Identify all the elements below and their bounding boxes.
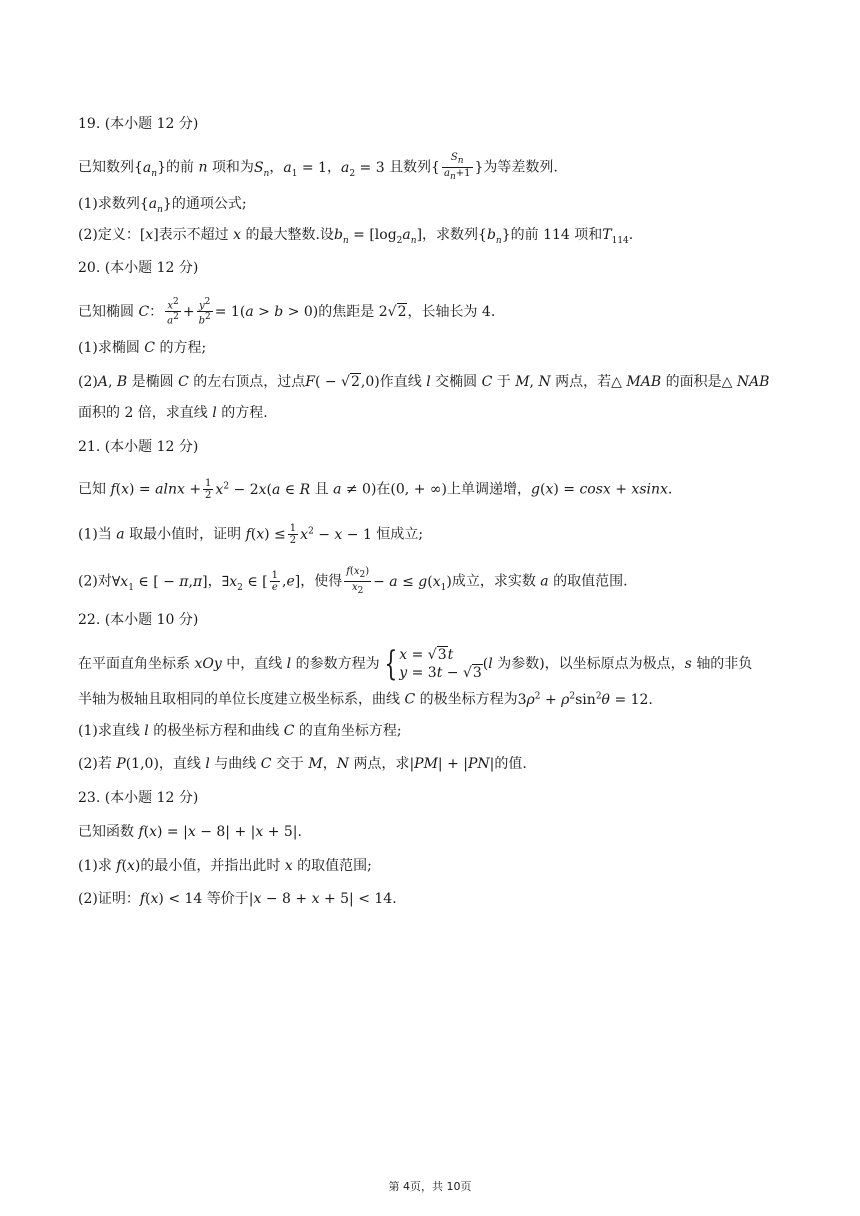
problem-20-stem: 已知椭圆 C： $\frac{x^2}{a^2}$ + $\frac{y^2}{b^2}$ = 1(a > b > 0)的焦距是 2√2，长轴长为 4. (78, 297, 496, 327)
problem-19-part-2: (2)定义：[x]表示不超过 x 的最大整数.设$b_n = [\log_2a_n]$，求数列$\{b_n\}$的前 114 项和$T_{114}$. (78, 227, 634, 246)
problem-19-part-1: (1)求数列$\{a_n\}$的通项公式; (78, 196, 247, 215)
problem-20-part-2-cont: 面积的 2 倍，求直线 l 的方程. (78, 405, 268, 421)
problem-23-stem: 已知函数 f(x) = |x − 8| + |x + 5|. (78, 824, 302, 840)
problem-22-heading: 22. (本小题 10 分) (78, 612, 199, 628)
problem-22-part-2: (2)若 P(1,0)，直线 l 与曲线 C 交于 M，N 两点，求|PM| + |PN|的值. (78, 756, 527, 772)
page-footer: 第 4页，共 10页 (388, 1180, 472, 1193)
problem-23-part-2: (2)证明：f(x) < 14 等价于|x − 8 + x + 5| < 14. (78, 891, 397, 907)
problem-21-part-1: (1)当 a 取最小值时，证明 f(x) ≤ $\frac{1}{2}$ $x^2 - x - 1$ 恒成立; (78, 523, 424, 547)
problem-19-stem: 已知数列$\{a_n\}$的前 n 项和为$S_n$，$a_1 = 1$，$a_2 = 3$ 且数列{ $\frac{S_n}{a_n+1}$ }为等差数列. (78, 152, 558, 182)
problem-22-stem: 在平面直角坐标系 xOy 中，直线 l 的参数方程为 { x = √3t y = 3t − √3 (l 为参数)，以坐标原点为极点，s 轴的非负 (78, 644, 753, 684)
problem-19-heading: 19. (本小题 12 分) (78, 116, 199, 132)
problem-21-part-2: (2)对$\forall x_1$ ∈ [ − π,π]，$\exists x_2$ ∈ [ $\frac{1}{e}$ ,e]，使得 $\frac{f(x_2)}{x_2}$ − $a \le g(x_1)$成立，求实数 a 的取值范围. (78, 566, 628, 596)
problem-23-part-1: (1)求 f(x)的最小值，并指出此时 x 的取值范围; (78, 858, 372, 874)
problem-21-stem: 已知 f(x) = alnx + $\frac{1}{2}$ $x^2 - 2x(a$ ∈ R 且 a ≠ 0)在(0, + ∞)上单调递增，g(x) = cosx + xsinx. (78, 478, 673, 502)
problem-22-stem-cont: 半轴为极轴且取相同的单位长度建立极坐标系，曲线 C 的极坐标方程为$3\rho^2 + \rho^2\sin^2\theta = 12$. (78, 691, 653, 708)
problem-22-part-1: (1)求直线 l 的极坐标方程和曲线 C 的直角坐标方程; (78, 723, 402, 739)
problem-21-heading: 21. (本小题 12 分) (78, 439, 199, 455)
problem-23-heading: 23. (本小题 12 分) (78, 790, 199, 806)
problem-20-part-1: (1)求椭圆 C 的方程; (78, 340, 207, 356)
problem-20-heading: 20. (本小题 12 分) (78, 260, 199, 276)
problem-20-part-2: (2)A, B 是椭圆 C 的左右顶点，过点F( − √2,0)作直线 l 交椭圆 C 于 M, N 两点，若△ MAB 的面积是△ NAB (78, 374, 770, 390)
